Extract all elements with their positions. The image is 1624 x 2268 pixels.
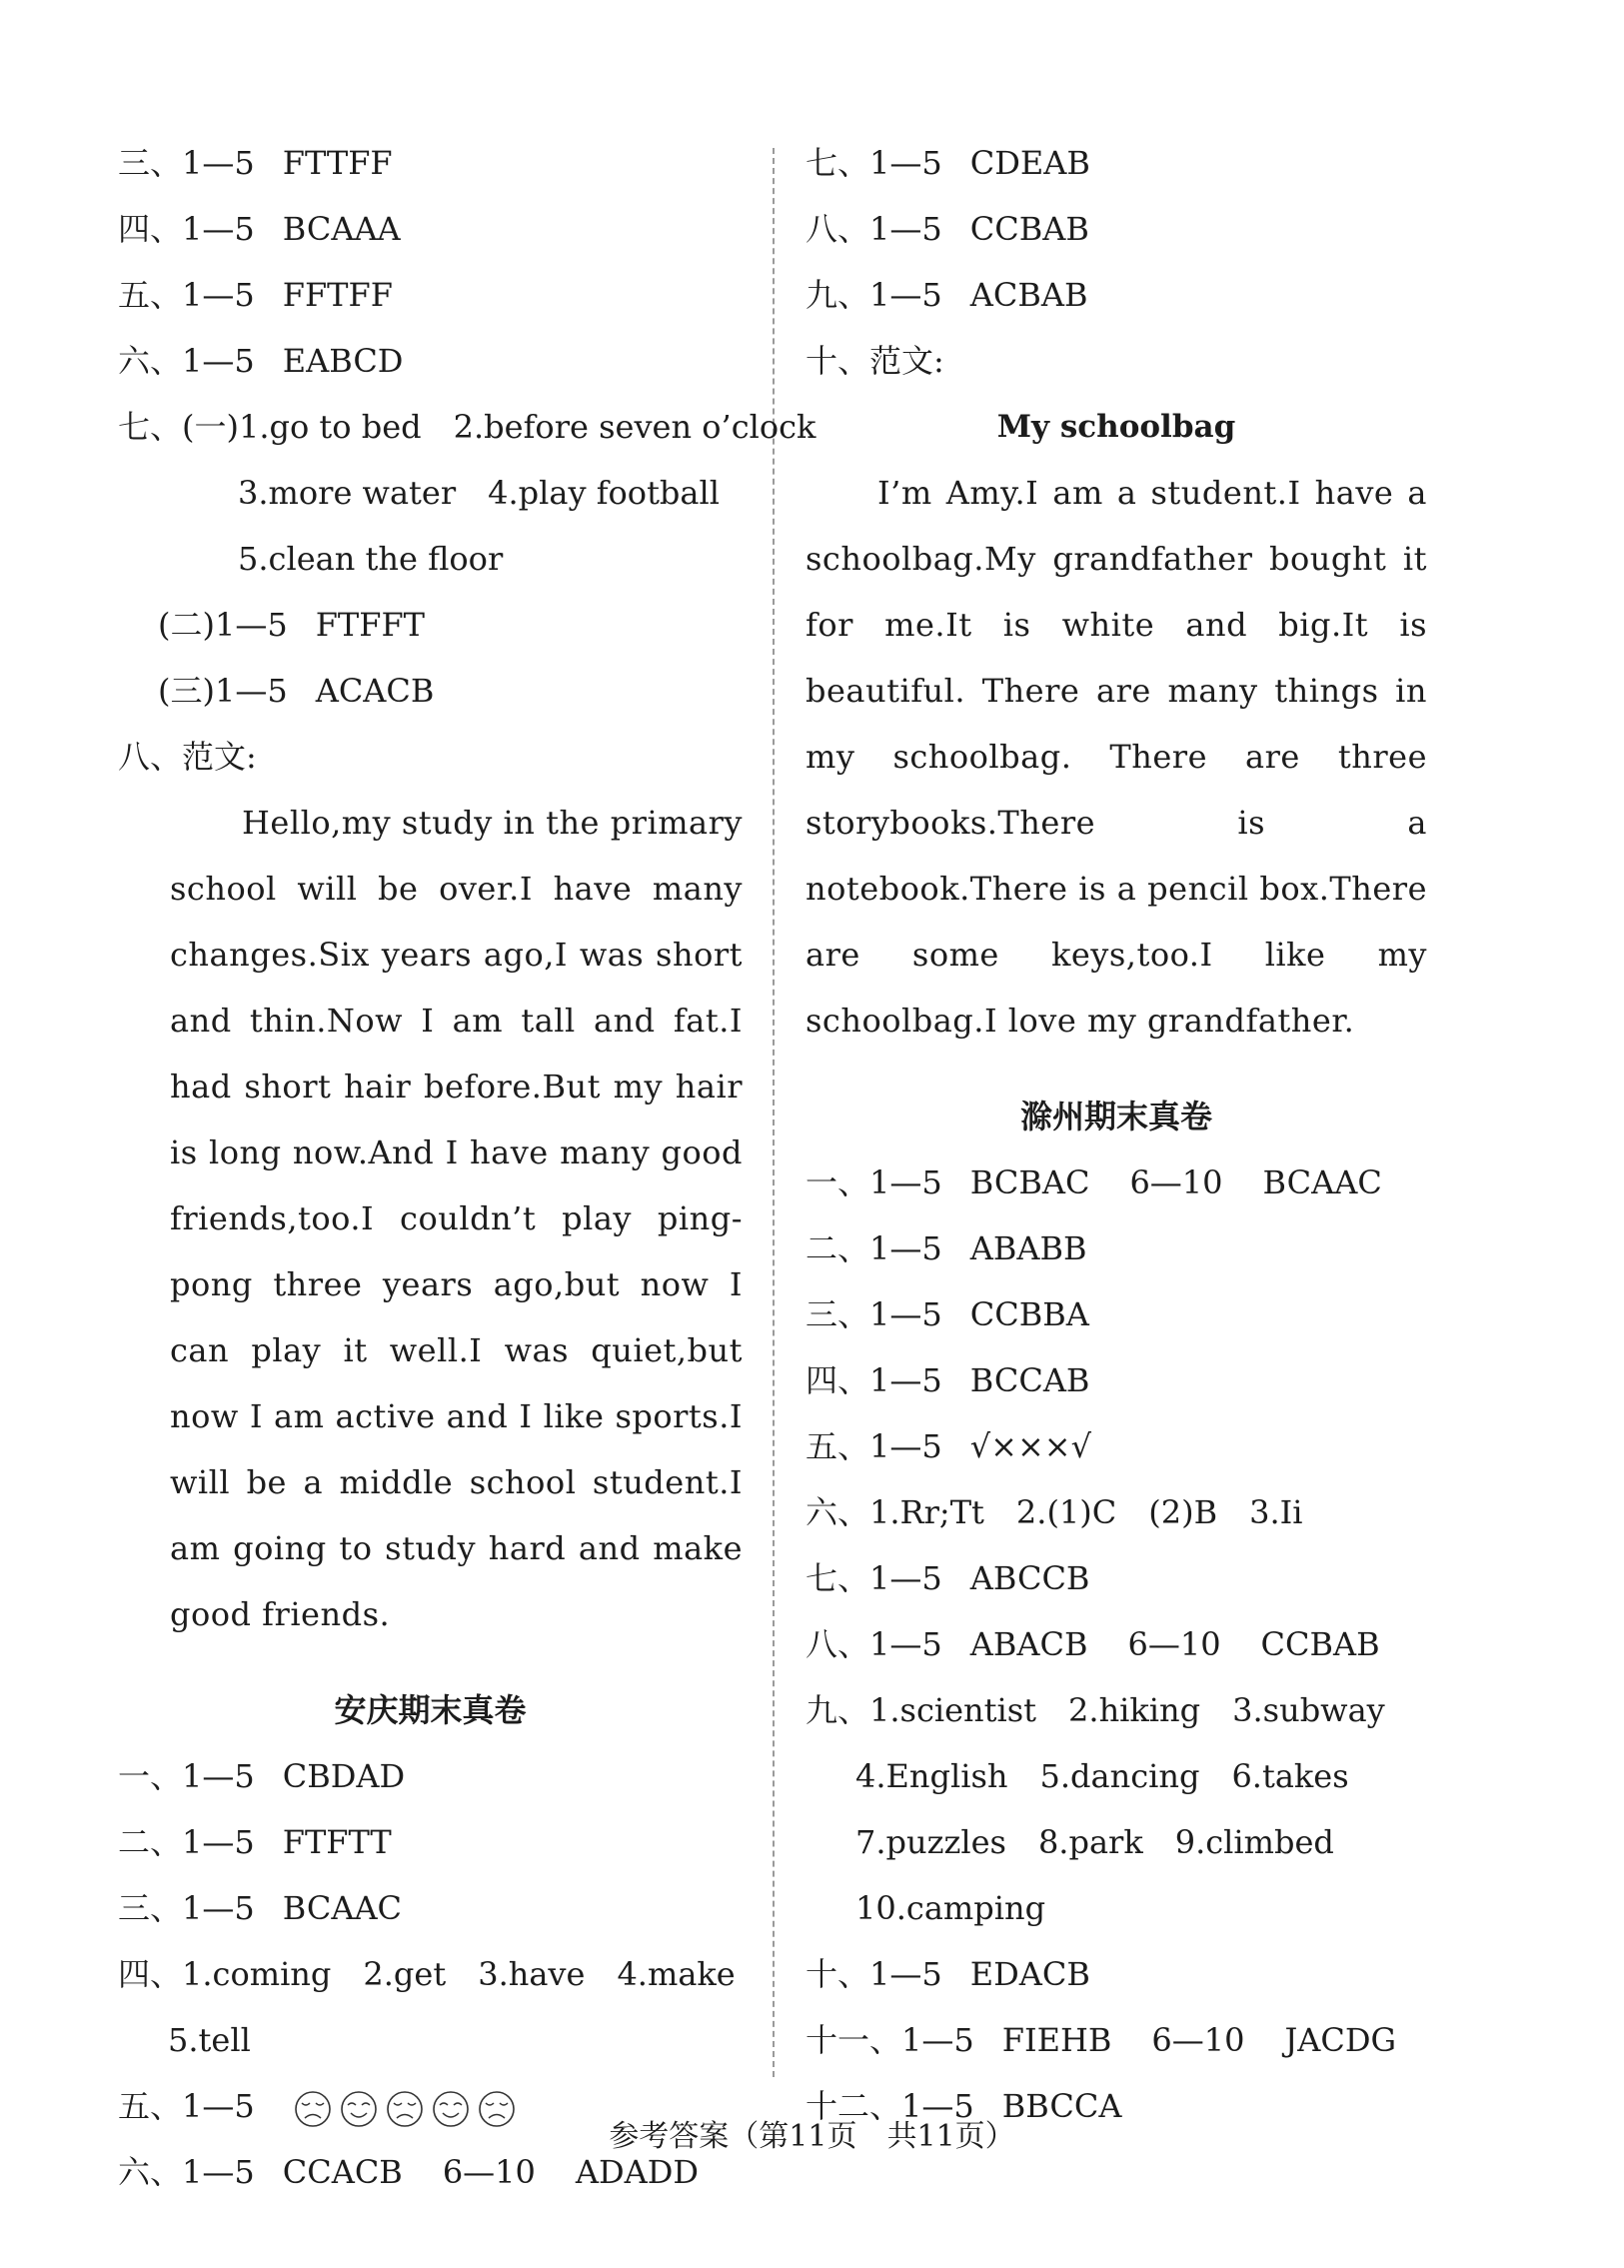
answer-line-q7: 七、(一)1.go to bed 2.before seven o’clock bbox=[118, 408, 816, 446]
essay-title: My schoolbag bbox=[996, 409, 1236, 445]
essay-label: 八、范文: bbox=[118, 738, 257, 776]
page-footer: 参考答案（第11页 共11页） bbox=[609, 2119, 1015, 2154]
answer-line: 九、1.scientist 2.hiking 3.subway bbox=[806, 1691, 1385, 1729]
answer-line: 六、1—5 EABCD bbox=[118, 342, 404, 380]
answer-line: 六、1—5 CCACB 6—10 ADADD bbox=[118, 2153, 700, 2191]
essay-label: 十、范文: bbox=[806, 342, 944, 380]
section-title-anqing: 安庆期末真卷 bbox=[334, 1691, 527, 1729]
answer-line: 一、1—5 CBDAD bbox=[118, 1757, 406, 1795]
essay-text: Hello,my study in the primary school will be over.I have many changes.Six years ago,I was short and thin.Now I am tall and fat.I had short hair before.But my hair is long now.And I have many good friends,too.I couldn’t play ping-pong three years ago,but now I can play it well.I was quiet,but now I am active and I like sports.I will be a middle school student.I am going to study hard and make good friends. bbox=[170, 804, 743, 1633]
answer-line: 十一、1—5 FIEHB 6—10 JACDG bbox=[806, 2021, 1397, 2059]
answer-line-faces: 五、1—5 bbox=[118, 2073, 743, 2139]
answer-line-q7: (三)1—5 ACACB bbox=[158, 672, 435, 710]
answer-line: 三、1—5 BCAAC bbox=[118, 1889, 403, 1927]
answer-line: 四、1—5 BCCAB bbox=[806, 1361, 1090, 1399]
section-title-chuzhou: 滁州期末真卷 bbox=[1019, 1098, 1212, 1135]
answer-line: 四、1—5 BCAAA bbox=[118, 210, 401, 248]
answer-line: 四、1.coming 2.get 3.have 4.make bbox=[118, 1955, 736, 1993]
answer-line: 六、1.Rr;Tt 2.(1)C (2)B 3.Ii bbox=[806, 1493, 1303, 1531]
answer-line-q7: 5.clean the floor bbox=[238, 540, 504, 578]
answer-line: 八、1—5 ABACB 6—10 CCBAB bbox=[806, 1625, 1380, 1663]
answer-line: 七、1—5 ABCCB bbox=[806, 1559, 1090, 1597]
answer-line: 五、1—5 √×××√ bbox=[806, 1427, 1091, 1465]
answer-line: 4.English 5.dancing 6.takes bbox=[855, 1757, 1349, 1795]
answer-line: 二、1—5 FTFTT bbox=[118, 1823, 392, 1861]
answer-line-q7: 3.more water 4.play football bbox=[238, 474, 720, 512]
answer-line: 三、1—5 CCBBA bbox=[806, 1295, 1089, 1333]
answer-line: 三、1—5 FTTFF bbox=[118, 144, 393, 182]
right-column bbox=[806, 130, 1427, 2139]
answer-line: 10.camping bbox=[855, 1889, 1046, 1927]
answer-line: 八、1—5 CCBAB bbox=[806, 210, 1089, 248]
answer-line: 五、1—5 FFTFF bbox=[118, 276, 393, 314]
answer-line: 二、1—5 ABABB bbox=[806, 1229, 1087, 1267]
answer-line: 九、1—5 ACBAB bbox=[806, 276, 1088, 314]
essay-text: I’m Amy.I am a student.I have a schoolbag.My grandfather bought it for me.It is white and big.It is beautiful. There are many things in my schoolbag. There are three storybooks.There is a notebook.There is a pencil box.There are some keys,too.I like my schoolbag.I love my grandfather. bbox=[806, 474, 1427, 1040]
answer-line: 十二、1—5 BBCCA bbox=[806, 2087, 1122, 2125]
answer-line: 十、1—5 EDACB bbox=[806, 1955, 1090, 1993]
answer-line: 7.puzzles 8.park 9.climbed bbox=[855, 1823, 1334, 1861]
answer-line: 一、1—5 BCBAC 6—10 BCAAC bbox=[806, 1163, 1382, 1201]
answer-line-q7: (二)1—5 FTFFT bbox=[158, 606, 425, 644]
answer-line: 七、1—5 CDEAB bbox=[806, 144, 1090, 182]
answer-line: 5.tell bbox=[168, 2021, 251, 2059]
